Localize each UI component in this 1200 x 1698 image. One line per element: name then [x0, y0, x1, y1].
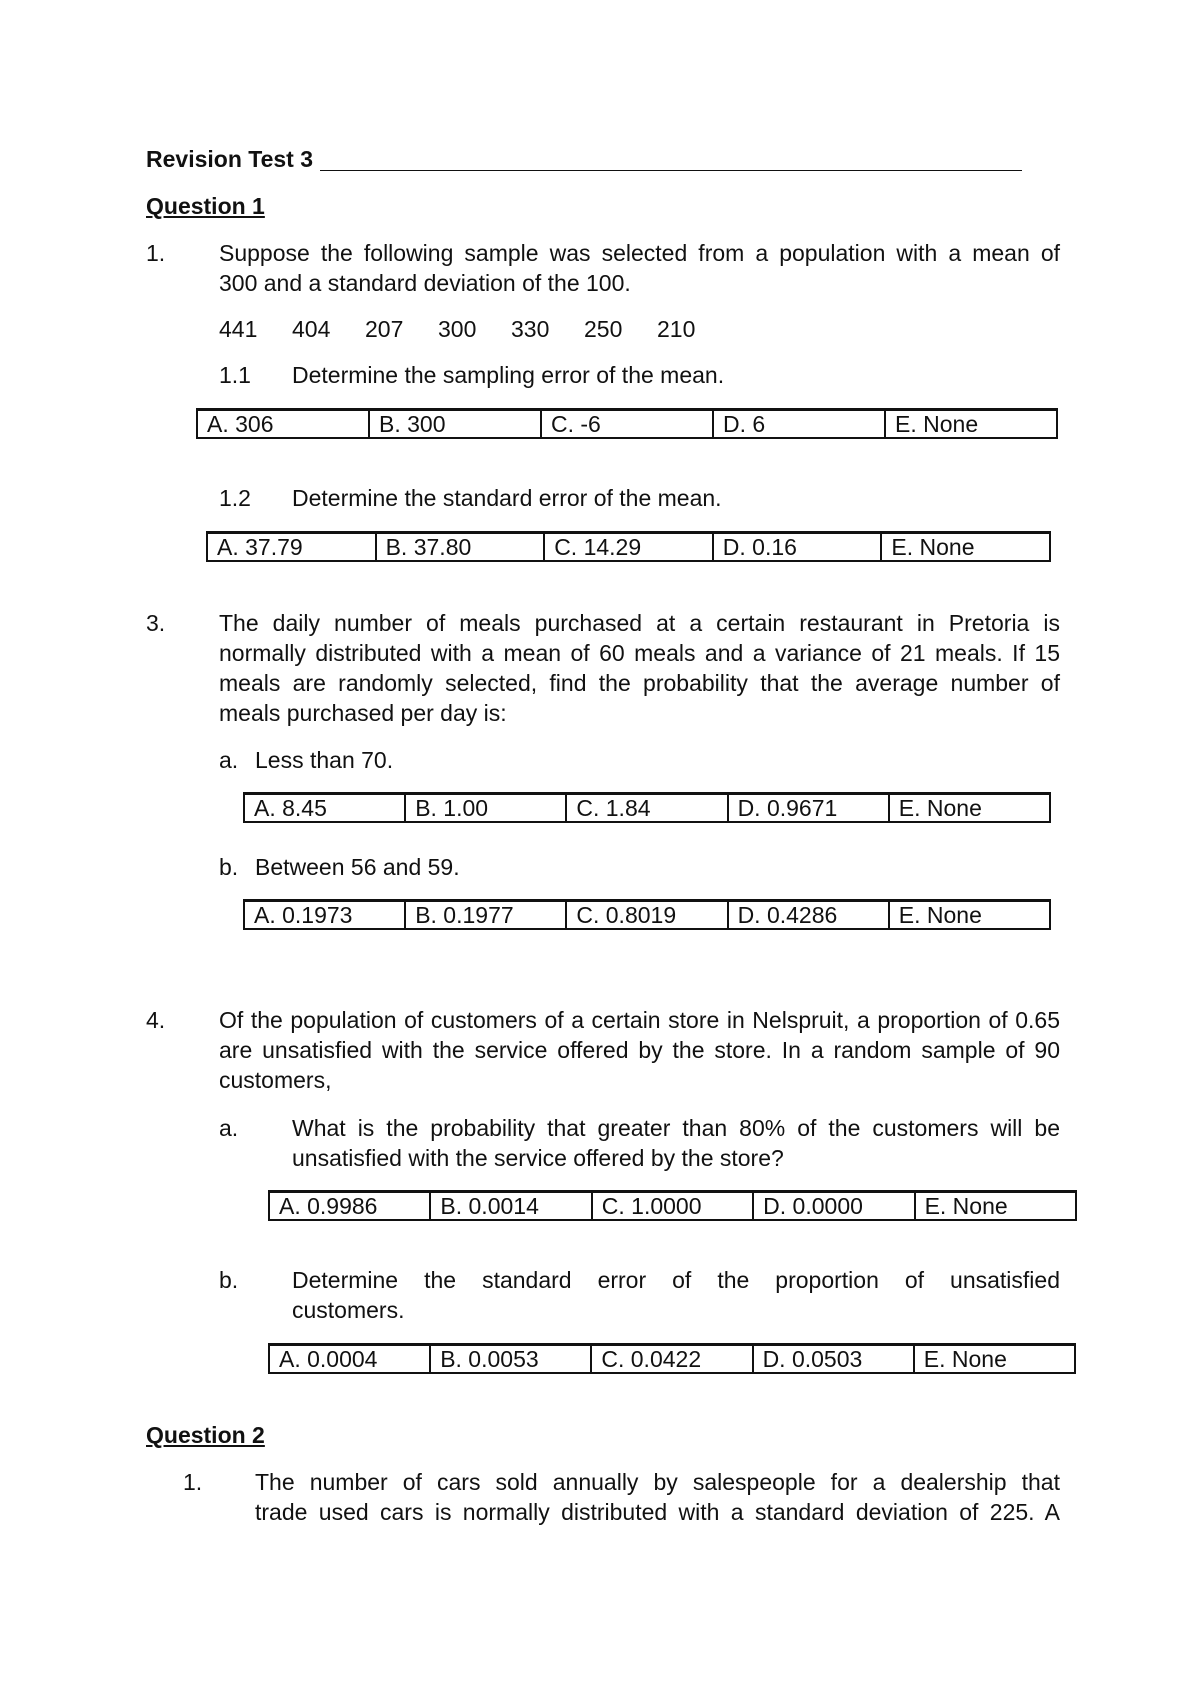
q3b-text: Between 56 and 59.	[255, 854, 460, 880]
sub-1-1-text: Determine the sampling error of the mean.	[292, 362, 725, 388]
options-table-1-2	[206, 531, 1051, 562]
option-c[interactable]: C. 1.84	[566, 794, 727, 823]
q3b-label: b.	[219, 854, 239, 880]
options-table-4a	[268, 1190, 1077, 1221]
option-a[interactable]: A. 0.1973	[244, 901, 405, 930]
option-b[interactable]: B. 0.1977	[405, 901, 566, 930]
option-c[interactable]: C. -6	[541, 410, 713, 439]
option-e[interactable]: E. None	[885, 410, 1057, 439]
sub-1-2-text: Determine the standard error of the mean.	[292, 485, 722, 511]
q4b-text-line2: customers.	[292, 1297, 405, 1323]
sample-value: 300	[438, 316, 477, 342]
option-d[interactable]: D. 6	[713, 410, 885, 439]
sub-1-2-number: 1.2	[219, 485, 251, 511]
options-table-3a	[243, 792, 1051, 823]
option-a[interactable]: A. 8.45	[244, 794, 405, 823]
q2-item1-text-line1: The number of cars sold annually by salespeople for a dealership that	[255, 1469, 1060, 1495]
option-c[interactable]: C. 0.8019	[566, 901, 727, 930]
options-table-4b	[268, 1343, 1076, 1374]
sample-value: 441	[219, 316, 258, 342]
q1-item1-text-line1: Suppose the following sample was selected from a population with a mean of	[219, 240, 1060, 266]
sample-value: 207	[365, 316, 404, 342]
page-title: Revision Test 3	[146, 146, 314, 172]
option-b[interactable]: B. 1.00	[405, 794, 566, 823]
option-e[interactable]: E. None	[881, 533, 1050, 562]
option-a[interactable]: A. 0.9986	[269, 1192, 430, 1221]
question-1-heading: Question 1	[146, 193, 265, 219]
q3a-label: a.	[219, 747, 239, 773]
option-d[interactable]: D. 0.16	[713, 533, 882, 562]
q1-item1-text-line2: 300 and a standard deviation of the 100.	[219, 270, 631, 296]
sample-value: 330	[511, 316, 550, 342]
q4-text: Of the population of customers of a certain store in Nelspruit, a proportion of 0.65 are unsatisfied with the service offered by the store. In a random sample of 90 customers,	[219, 1007, 1060, 1093]
q1-item1-number: 1.	[146, 240, 166, 266]
sub-1-1-number: 1.1	[219, 362, 251, 388]
option-b[interactable]: B. 0.0014	[430, 1192, 591, 1221]
sample-value: 250	[584, 316, 623, 342]
option-d[interactable]: D. 0.4286	[728, 901, 889, 930]
options-table-1-1	[196, 408, 1058, 439]
title-underline	[320, 170, 1022, 171]
option-c[interactable]: C. 0.0422	[591, 1345, 752, 1374]
q4b-label: b.	[219, 1267, 239, 1293]
option-e[interactable]: E. None	[914, 1345, 1075, 1374]
option-d[interactable]: D. 0.0503	[753, 1345, 914, 1374]
option-a[interactable]: A. 306	[197, 410, 369, 439]
option-e[interactable]: E. None	[889, 901, 1050, 930]
q3a-text: Less than 70.	[255, 747, 394, 773]
option-a[interactable]: A. 0.0004	[269, 1345, 430, 1374]
q2-item1-text-line2: trade used cars is normally distributed with a standard deviation of 225. A	[255, 1499, 1060, 1525]
option-e[interactable]: E. None	[889, 794, 1050, 823]
option-b[interactable]: B. 0.0053	[430, 1345, 591, 1374]
question-2-heading: Question 2	[146, 1422, 265, 1448]
option-b[interactable]: B. 300	[369, 410, 541, 439]
q4b-text-line1: Determine the standard error of the proportion of unsatisfied	[292, 1267, 1060, 1293]
option-e[interactable]: E. None	[915, 1192, 1076, 1221]
sample-value: 404	[292, 316, 331, 342]
option-b[interactable]: B. 37.80	[376, 533, 545, 562]
option-a[interactable]: A. 37.79	[207, 533, 376, 562]
sample-value: 210	[657, 316, 696, 342]
q3-number: 3.	[146, 610, 166, 636]
option-c[interactable]: C. 1.0000	[592, 1192, 753, 1221]
q4a-label: a.	[219, 1115, 239, 1141]
option-d[interactable]: D. 0.9671	[728, 794, 889, 823]
option-c[interactable]: C. 14.29	[544, 533, 713, 562]
options-table-3b	[243, 899, 1051, 930]
option-d[interactable]: D. 0.0000	[753, 1192, 914, 1221]
sample-values	[219, 316, 717, 343]
q3-text: The daily number of meals purchased at a certain restaurant in Pretoria is normally distributed with a mean of 60 meals and a variance of 21 meals. If 15 meals are randomly selected, find the probability that the average number of meals purchased per day is:	[219, 610, 1060, 726]
q2-item1-number: 1.	[183, 1469, 203, 1495]
q4a-text: What is the probability that greater than 80% of the customers will be unsatisfied with the service offered by the store?	[292, 1115, 1060, 1171]
q4-number: 4.	[146, 1007, 166, 1033]
